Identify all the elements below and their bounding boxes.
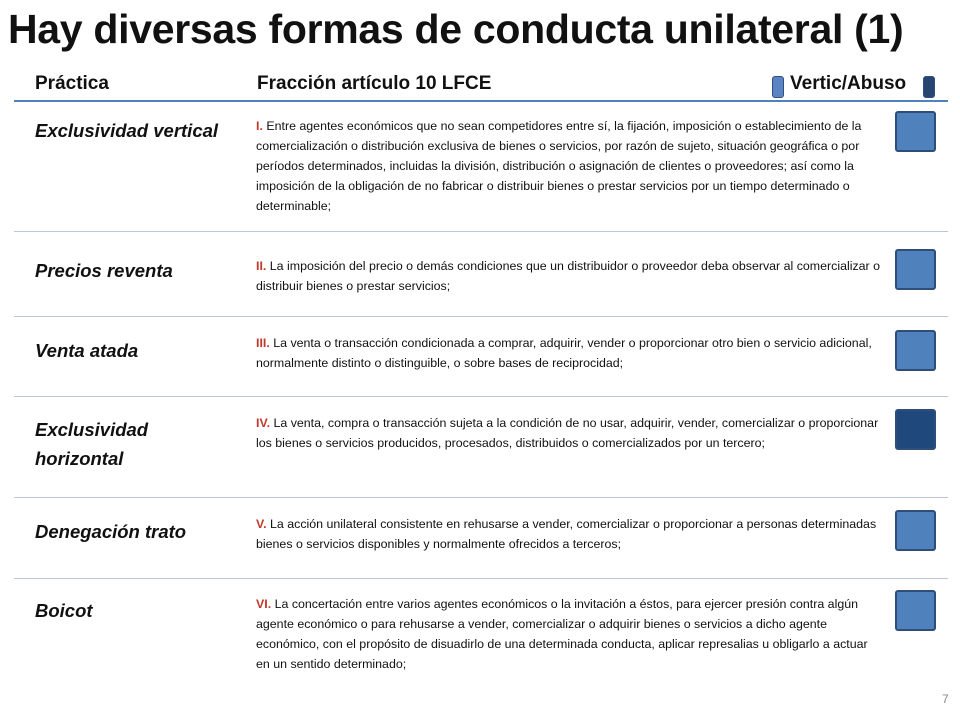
column-header-fraccion: Fracción artículo 10 LFCE <box>257 73 492 94</box>
row-label-venta-atada: Venta atada <box>35 340 139 361</box>
vertical-marker-box <box>895 510 936 551</box>
numeral: II. <box>256 259 267 273</box>
numeral: IV. <box>256 416 271 430</box>
column-header-vertic-abuso: Vertic/Abuso <box>790 73 907 94</box>
row-text-fraccion-iii <box>256 333 881 373</box>
abuso-legend-marker <box>923 76 935 98</box>
column-header-practica: Práctica <box>35 73 109 94</box>
numeral: V. <box>256 517 267 531</box>
vertical-marker-box <box>895 111 936 152</box>
vertical-marker-box <box>895 590 936 631</box>
row-divider <box>14 396 948 397</box>
vertical-marker-box <box>895 330 936 371</box>
row-text-fraccion-vi <box>256 594 881 674</box>
fraccion-text: La imposición del precio o demás condiciones que un distribuidor o proveedor deba observar al comercializar o distribuir bienes o prestar servicios; <box>256 259 881 293</box>
row-divider <box>14 316 948 317</box>
vertical-marker-box <box>895 249 936 290</box>
row-text-fraccion-iv <box>256 413 881 453</box>
row-divider <box>14 578 948 579</box>
row-label-exclusividad-vertical: Exclusividad vertical <box>35 120 219 141</box>
vertical-legend-marker <box>772 76 784 98</box>
row-divider <box>14 231 948 232</box>
header-rule <box>14 100 948 102</box>
numeral: VI. <box>256 597 272 611</box>
fraccion-text: Entre agentes económicos que no sean competidores entre sí, la fijación, imposición o establecimiento de la comercialización o distribución exclusiva de bienes o servicios, por razón de sujeto, situación geográfica o por períodos determinados, incluidas la división, distribución o asignación de clientes o proveedores; así como la imposición de la obligación de no fabricar o distribuir bienes o prestar servicios por un tiempo determinado o determinable; <box>256 119 862 213</box>
page-number: 7 <box>942 692 949 706</box>
row-text-fraccion-i <box>256 116 881 216</box>
fraccion-text: La venta, compra o transacción sujeta a la condición de no usar, adquirir, vender, comercializar o proporcionar los bienes o servicios producidos, procesados, distribuidos o comercializados por un tercero; <box>256 416 879 450</box>
numeral: III. <box>256 336 270 350</box>
row-text-fraccion-v <box>256 514 881 554</box>
row-text-fraccion-ii <box>256 256 881 296</box>
row-label-boicot: Boicot <box>35 600 93 621</box>
abuso-marker-box <box>895 409 936 450</box>
row-label-denegacion-trato: Denegación trato <box>35 521 187 542</box>
fraccion-text: La venta o transacción condicionada a comprar, adquirir, vender o proporcionar otro bien o servicio adicional, normalmente distinto o distinguible, o sobre bases de reciprocidad; <box>256 336 872 370</box>
row-label-precios-reventa: Precios reventa <box>35 260 173 281</box>
fraccion-text: La concertación entre varios agentes económicos o la invitación a éstos, para ejercer presión contra algún agente económico o para rehusarse a vender, comercializar o adquirir bienes o servicios a dicho agente económico, con el propósito de disuadirlo de una determinada conducta, aplicar represalias u obligarlo a actuar en un sentido determinado; <box>256 597 868 671</box>
fraccion-text: La acción unilateral consistente en rehusarse a vender, comercializar o proporcionar a personas determinadas bienes o servicios disponibles y normalmente ofrecidos a terceros; <box>256 517 877 551</box>
numeral: I. <box>256 119 263 133</box>
row-label-exclusividad-horizontal: Exclusividad horizontal <box>35 419 149 469</box>
row-divider <box>14 497 948 498</box>
slide-title: Hay diversas formas de conducta unilateral (1) <box>8 6 904 52</box>
